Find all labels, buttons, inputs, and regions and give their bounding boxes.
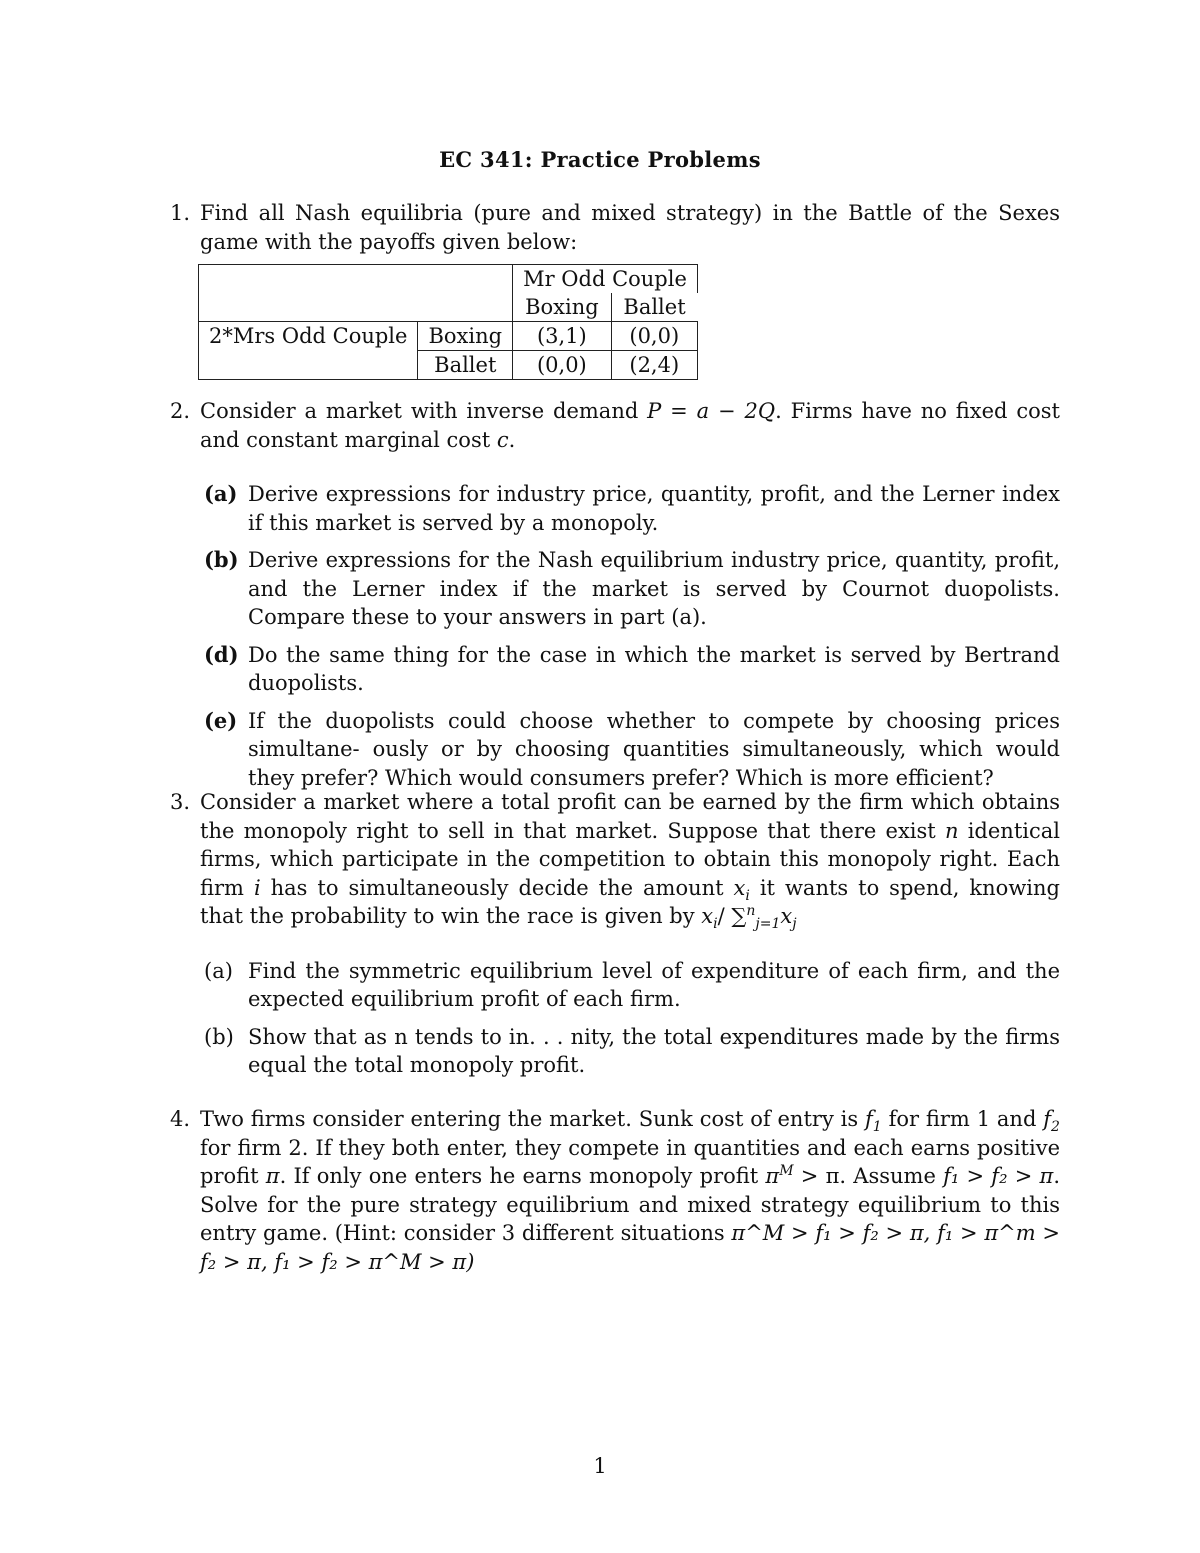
subpart-label: (a) bbox=[204, 958, 233, 983]
problem-number: 2. bbox=[170, 399, 191, 423]
formula-summand-sub: j bbox=[792, 916, 797, 933]
subpart-label: (b) bbox=[204, 547, 239, 572]
subpart-label: (b) bbox=[204, 1024, 234, 1049]
payoff-cell: (0,0) bbox=[611, 322, 697, 351]
payoff-cell: (2,4) bbox=[611, 351, 697, 380]
problem-number: 3. bbox=[170, 790, 191, 814]
problem-1 bbox=[170, 199, 1060, 256]
payoff-table bbox=[198, 264, 698, 380]
f-letter: f bbox=[1043, 1107, 1052, 1131]
problem-text bbox=[200, 788, 1060, 931]
subpart-text: Derive expressions for the Nash equilibrium industry price, quantity, profit, and the Lerner index if the market is served by Cournot duopolists. Compare these to your answers in part (a). bbox=[248, 548, 1060, 629]
subpart-d bbox=[204, 641, 1060, 698]
text-fragment: for firm 2. If they both enter, they compete in quantities and each earns positive profit bbox=[200, 1135, 1060, 1188]
formula-numerator-sub: i bbox=[713, 916, 718, 933]
payoff-cell: (3,1) bbox=[513, 322, 612, 351]
assumption: f₁ > f₂ > π bbox=[943, 1164, 1054, 1188]
subpart-label: (d) bbox=[204, 641, 239, 667]
payoff-cell: (0,0) bbox=[513, 351, 612, 380]
col-player-label: Mr Odd Couple bbox=[513, 265, 698, 294]
problem-4 bbox=[170, 1105, 1060, 1276]
row-player-blank bbox=[199, 351, 418, 380]
hint-case-3: f₁ > f₂ > π^M > π) bbox=[274, 1249, 475, 1274]
x-letter: x bbox=[733, 875, 746, 900]
text-fragment: > π. Assume bbox=[800, 1164, 936, 1188]
subpart-b bbox=[204, 1023, 1060, 1080]
row-player-label: 2*Mrs Odd Couple bbox=[199, 322, 418, 351]
col-strategy-boxing: Boxing bbox=[513, 293, 612, 322]
subpart-b bbox=[204, 546, 1060, 632]
f-subscript: 1 bbox=[872, 1119, 882, 1136]
problem-3 bbox=[170, 788, 1060, 1080]
text-fragment: . Firms have no fixed cost and constant marginal cost bbox=[200, 399, 1060, 452]
text-fragment: Consider a market with inverse demand bbox=[200, 399, 639, 423]
sum-upper-limit: n bbox=[746, 903, 756, 919]
text-fragment: for firm 1 and bbox=[888, 1107, 1037, 1131]
text-fragment: . Solve for the pure strategy equilibrium and mixed strategy equilibrium to this entry game. (Hint: consider 3 different situations bbox=[200, 1164, 1060, 1245]
pi-letter: π bbox=[765, 1164, 780, 1188]
text-fragment: Consider a market where a total profit can be earned by the firm which obtains the monopoly right to sell in that market. Suppose that there exist bbox=[200, 790, 1060, 843]
pi-symbol: π bbox=[265, 1164, 280, 1188]
marginal-cost-symbol: c bbox=[496, 427, 509, 452]
row-strategy-boxing: Boxing bbox=[418, 322, 513, 351]
f-letter: f bbox=[865, 1107, 873, 1131]
problem-number: 4. bbox=[170, 1107, 191, 1131]
problem-2 bbox=[170, 397, 1060, 792]
col-strategy-ballet: Ballet bbox=[611, 293, 697, 322]
row-strategy-ballet: Ballet bbox=[418, 351, 513, 380]
formula-summand: x bbox=[780, 904, 793, 928]
problem-text: Find all Nash equilibria (pure and mixed strategy) in the Battle of the Sexes game with the payoffs given below: bbox=[200, 201, 1060, 254]
formula-sum-sign: / ∑ bbox=[717, 904, 747, 928]
f2-symbol bbox=[1043, 1107, 1060, 1136]
f-subscript: 2 bbox=[1051, 1119, 1060, 1136]
text-fragment: has to simultaneously decide the amount bbox=[270, 875, 724, 900]
subpart-a bbox=[204, 957, 1060, 1014]
hint-case-1: π^M > f₁ > f₂ > π, bbox=[731, 1221, 931, 1245]
problem-text bbox=[200, 397, 1060, 454]
probability-formula bbox=[701, 903, 797, 933]
text-fragment: identical firms, which participate in the competition to obtain this monopoly right. Each firm bbox=[200, 818, 1060, 900]
formula-numerator: x bbox=[701, 904, 714, 928]
subpart-label: (e) bbox=[204, 707, 238, 733]
f1-symbol bbox=[865, 1107, 882, 1136]
sum-lower-limit: j=1 bbox=[755, 916, 781, 933]
pi-superscript: M bbox=[779, 1163, 794, 1179]
subpart-e bbox=[204, 707, 1060, 793]
table-corner bbox=[199, 265, 513, 322]
subpart-text: Derive expressions for industry price, quantity, profit, and the Lerner index if this market is served by a monopoly. bbox=[248, 482, 1060, 535]
subpart-text: Show that as n tends to in. . . nity, the total expenditures made by the firms equal the total monopoly profit. bbox=[248, 1024, 1060, 1077]
problem-number: 1. bbox=[170, 201, 191, 225]
subpart-text: Do the same thing for the case in which the market is served by Bertrand duopolists. bbox=[248, 642, 1060, 695]
text-fragment: . bbox=[508, 427, 516, 452]
page-number: 1 bbox=[593, 1454, 607, 1478]
text-fragment: Two firms consider entering the market. Sunk cost of entry is bbox=[200, 1107, 859, 1131]
subpart-a bbox=[204, 480, 1060, 537]
x-subscript: i bbox=[745, 887, 750, 904]
text-fragment: . If only one enters he earns monopoly profit bbox=[279, 1164, 759, 1188]
problem-text bbox=[200, 1105, 1060, 1276]
pi-monopoly-symbol bbox=[765, 1164, 793, 1188]
x-i-symbol bbox=[733, 875, 750, 904]
page-title: EC 341: Practice Problems bbox=[439, 147, 761, 172]
i-symbol: i bbox=[253, 875, 261, 900]
subpart-text: If the duopolists could choose whether to compete by choosing prices simultane- ously or by choosing quantities simultaneously, which would they prefer? Which would consumers prefer? Which is more efficient? bbox=[248, 708, 1060, 790]
hint-case-2: f₁ > π^m > f₂ > π, bbox=[200, 1221, 1060, 1274]
n-symbol: n bbox=[944, 818, 959, 843]
subpart-label: (a) bbox=[204, 481, 238, 506]
subpart-text: Find the symmetric equilibrium level of expenditure of each firm, and the expected equilibrium profit of each firm. bbox=[248, 958, 1060, 1011]
demand-equation: P = a − 2Q bbox=[647, 399, 776, 423]
text-fragment: it wants to spend, knowing that the probability to win the race is given by bbox=[200, 875, 1060, 928]
